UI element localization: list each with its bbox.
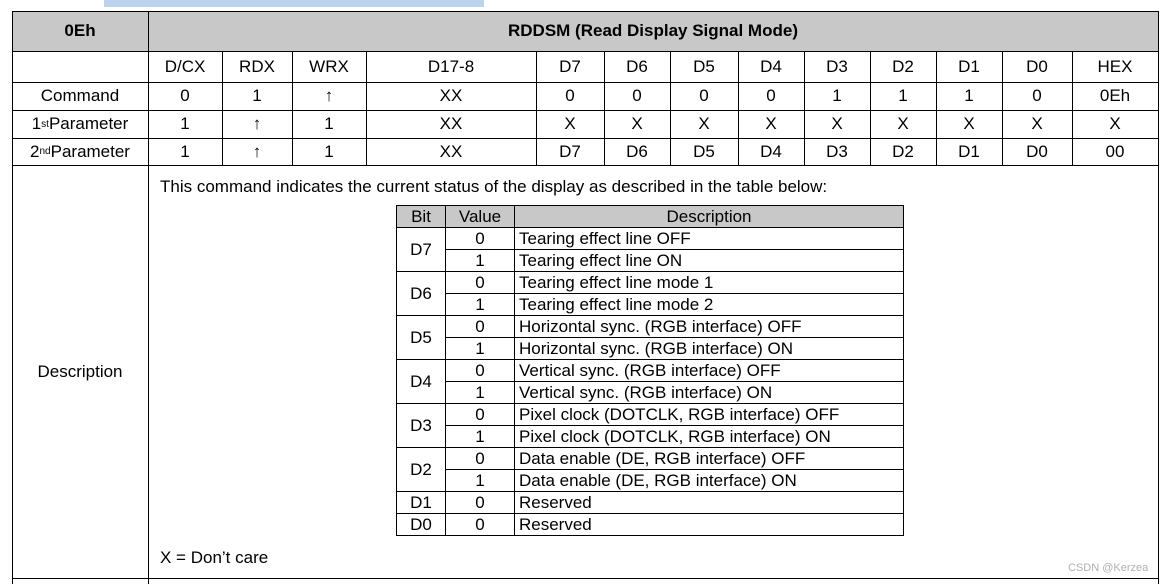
command-title: RDDSM (Read Display Signal Mode) xyxy=(508,21,798,40)
column-header-d17-8: D17-8 xyxy=(427,56,475,76)
column-header-d3: D3 xyxy=(826,56,848,76)
grid-line xyxy=(936,51,937,165)
grid-line xyxy=(222,51,223,165)
bit-row xyxy=(397,404,904,426)
table-cell: D2 xyxy=(892,141,914,161)
bit-cell: D5 xyxy=(397,316,446,360)
value-cell: 0 xyxy=(446,514,515,536)
bit-row xyxy=(397,470,904,492)
table-cell: ↑ xyxy=(252,141,262,161)
description-intro: This command indicates the current status of the display as described in the table below: xyxy=(160,177,828,196)
grid-line xyxy=(604,51,605,165)
table-cell: 0 xyxy=(1032,86,1042,105)
description-cell: Data enable (DE, RGB interface) OFF xyxy=(515,448,904,470)
footnote: X = Don’t care xyxy=(160,548,269,567)
table-cell: D6 xyxy=(626,141,648,161)
grid-line xyxy=(670,51,671,165)
bit-cell: D3 xyxy=(397,404,446,448)
table-cell: 0 xyxy=(632,86,642,105)
description-cell: Pixel clock (DOTCLK, RGB interface) ON xyxy=(515,426,904,448)
bit-cell: D7 xyxy=(397,228,446,272)
command-code-header xyxy=(12,11,148,51)
description-cell: Tearing effect line mode 2 xyxy=(515,294,904,316)
table-cell: 1 xyxy=(180,141,190,161)
command-title-header xyxy=(148,11,1158,51)
column-header-wrx: WRX xyxy=(309,56,349,76)
bit-row xyxy=(397,448,904,470)
description-cell: Vertical sync. (RGB interface) ON xyxy=(515,382,904,404)
value-cell: 0 xyxy=(446,272,515,294)
column-header-d-cx: D/CX xyxy=(164,56,206,76)
grid-line xyxy=(12,165,1159,166)
section-heading-strip xyxy=(104,0,484,7)
column-header-d5: D5 xyxy=(693,56,715,76)
row-label: 1 st Parameter xyxy=(31,114,129,133)
column-header-rdx: RDX xyxy=(239,56,275,76)
table-cell: X xyxy=(1109,114,1121,133)
column-header-d2: D2 xyxy=(892,56,914,76)
bit-row xyxy=(397,492,904,514)
value-cell: 1 xyxy=(446,470,515,492)
grid-line xyxy=(536,51,537,165)
grid-line xyxy=(1158,11,1159,584)
grid-line xyxy=(804,51,805,165)
value-cell: 1 xyxy=(446,338,515,360)
value-cell: 0 xyxy=(446,316,515,338)
table-cell: X xyxy=(831,114,843,133)
table-cell: D1 xyxy=(958,141,980,161)
table-cell: D4 xyxy=(760,141,782,161)
watermark: CSDN @Kerzea xyxy=(1068,562,1149,574)
value-cell: 0 xyxy=(446,360,515,382)
grid-line xyxy=(12,51,1159,52)
value-cell: 0 xyxy=(446,404,515,426)
table-cell: XX xyxy=(439,141,463,161)
bit-cell: D4 xyxy=(397,360,446,404)
table-cell: X xyxy=(564,114,576,133)
table-cell: 00 xyxy=(1105,141,1125,161)
grid-line xyxy=(12,82,1159,83)
bit-row xyxy=(397,272,904,294)
table-cell: X xyxy=(698,114,710,133)
row-label: 2 nd Parameter xyxy=(30,141,130,161)
bit-header: Bit xyxy=(397,206,446,228)
description-cell: Pixel clock (DOTCLK, RGB interface) OFF xyxy=(515,404,904,426)
grid-line xyxy=(12,110,1159,111)
table-cell: D0 xyxy=(1026,141,1048,161)
column-header-d6: D6 xyxy=(626,56,648,76)
grid-line xyxy=(148,11,149,584)
bit-cell: D1 xyxy=(397,492,446,514)
bit-row xyxy=(397,338,904,360)
description-cell: Horizontal sync. (RGB interface) OFF xyxy=(515,316,904,338)
grid-line xyxy=(1002,51,1003,165)
table-cell: 1 xyxy=(898,86,908,105)
table-cell: D7 xyxy=(559,141,581,161)
bit-cell: D0 xyxy=(397,514,446,536)
value-cell: 1 xyxy=(446,294,515,316)
description-cell: Tearing effect line ON xyxy=(515,250,904,272)
bit-description-table xyxy=(396,205,904,536)
bit-row xyxy=(397,382,904,404)
table-cell: 1 xyxy=(324,141,334,161)
table-cell: X xyxy=(1031,114,1043,133)
grid-line xyxy=(12,138,1159,139)
column-header-hex: HEX xyxy=(1097,56,1133,76)
column-header-d4: D4 xyxy=(760,56,782,76)
value-cell: 1 xyxy=(446,382,515,404)
bit-row xyxy=(397,360,904,382)
table-cell: X xyxy=(765,114,777,133)
grid-line xyxy=(12,11,1159,12)
table-cell: 0 xyxy=(565,86,575,105)
value-cell: 1 xyxy=(446,250,515,272)
table-cell: 1 xyxy=(180,114,190,133)
description-cell: Vertical sync. (RGB interface) OFF xyxy=(515,360,904,382)
bit-row xyxy=(397,294,904,316)
table-cell: ↑ xyxy=(324,86,334,105)
bit-row xyxy=(397,228,904,250)
description-cell: Tearing effect line mode 1 xyxy=(515,272,904,294)
description-cell: Tearing effect line OFF xyxy=(515,228,904,250)
table-cell: X xyxy=(897,114,909,133)
description-cell: Reserved xyxy=(515,514,904,536)
table-cell: X xyxy=(963,114,975,133)
description-cell: Data enable (DE, RGB interface) ON xyxy=(515,470,904,492)
table-cell: D3 xyxy=(826,141,848,161)
bit-row xyxy=(397,426,904,448)
table-cell: 0 xyxy=(180,86,190,105)
grid-line xyxy=(12,578,1159,579)
grid-line xyxy=(366,51,367,165)
column-header-d1: D1 xyxy=(958,56,980,76)
column-header-d7: D7 xyxy=(559,56,581,76)
value-cell: 1 xyxy=(446,426,515,448)
table-cell: 1 xyxy=(252,86,262,105)
grid-line xyxy=(738,51,739,165)
command-code: 0Eh xyxy=(64,21,96,40)
description-cell: Reserved xyxy=(515,492,904,514)
bit-cell: D2 xyxy=(397,448,446,492)
value-cell: 0 xyxy=(446,492,515,514)
row-label: Command xyxy=(40,86,120,105)
table-cell: 1 xyxy=(964,86,974,105)
table-cell: XX xyxy=(439,114,463,133)
table-cell: X xyxy=(631,114,643,133)
bit-row xyxy=(397,514,904,536)
grid-line xyxy=(870,51,871,165)
bit-cell: D6 xyxy=(397,272,446,316)
value-cell: 0 xyxy=(446,228,515,250)
table-cell: 1 xyxy=(324,114,334,133)
grid-line xyxy=(1072,51,1073,165)
table-cell: 0 xyxy=(699,86,709,105)
table-cell: 0Eh xyxy=(1099,86,1131,105)
grid-line xyxy=(12,11,13,584)
bit-row xyxy=(397,316,904,338)
table-cell: 1 xyxy=(832,86,842,105)
column-header-d0: D0 xyxy=(1026,56,1048,76)
description-cell: Horizontal sync. (RGB interface) ON xyxy=(515,338,904,360)
table-cell: 0 xyxy=(766,86,776,105)
table-cell: D5 xyxy=(693,141,715,161)
table-cell: XX xyxy=(439,86,463,105)
description-header: Description xyxy=(515,206,904,228)
table-cell: ↑ xyxy=(252,114,262,133)
description-label: Description xyxy=(37,361,123,381)
grid-line xyxy=(292,51,293,165)
value-cell: 0 xyxy=(446,448,515,470)
value-header: Value xyxy=(446,206,515,228)
bit-row xyxy=(397,250,904,272)
